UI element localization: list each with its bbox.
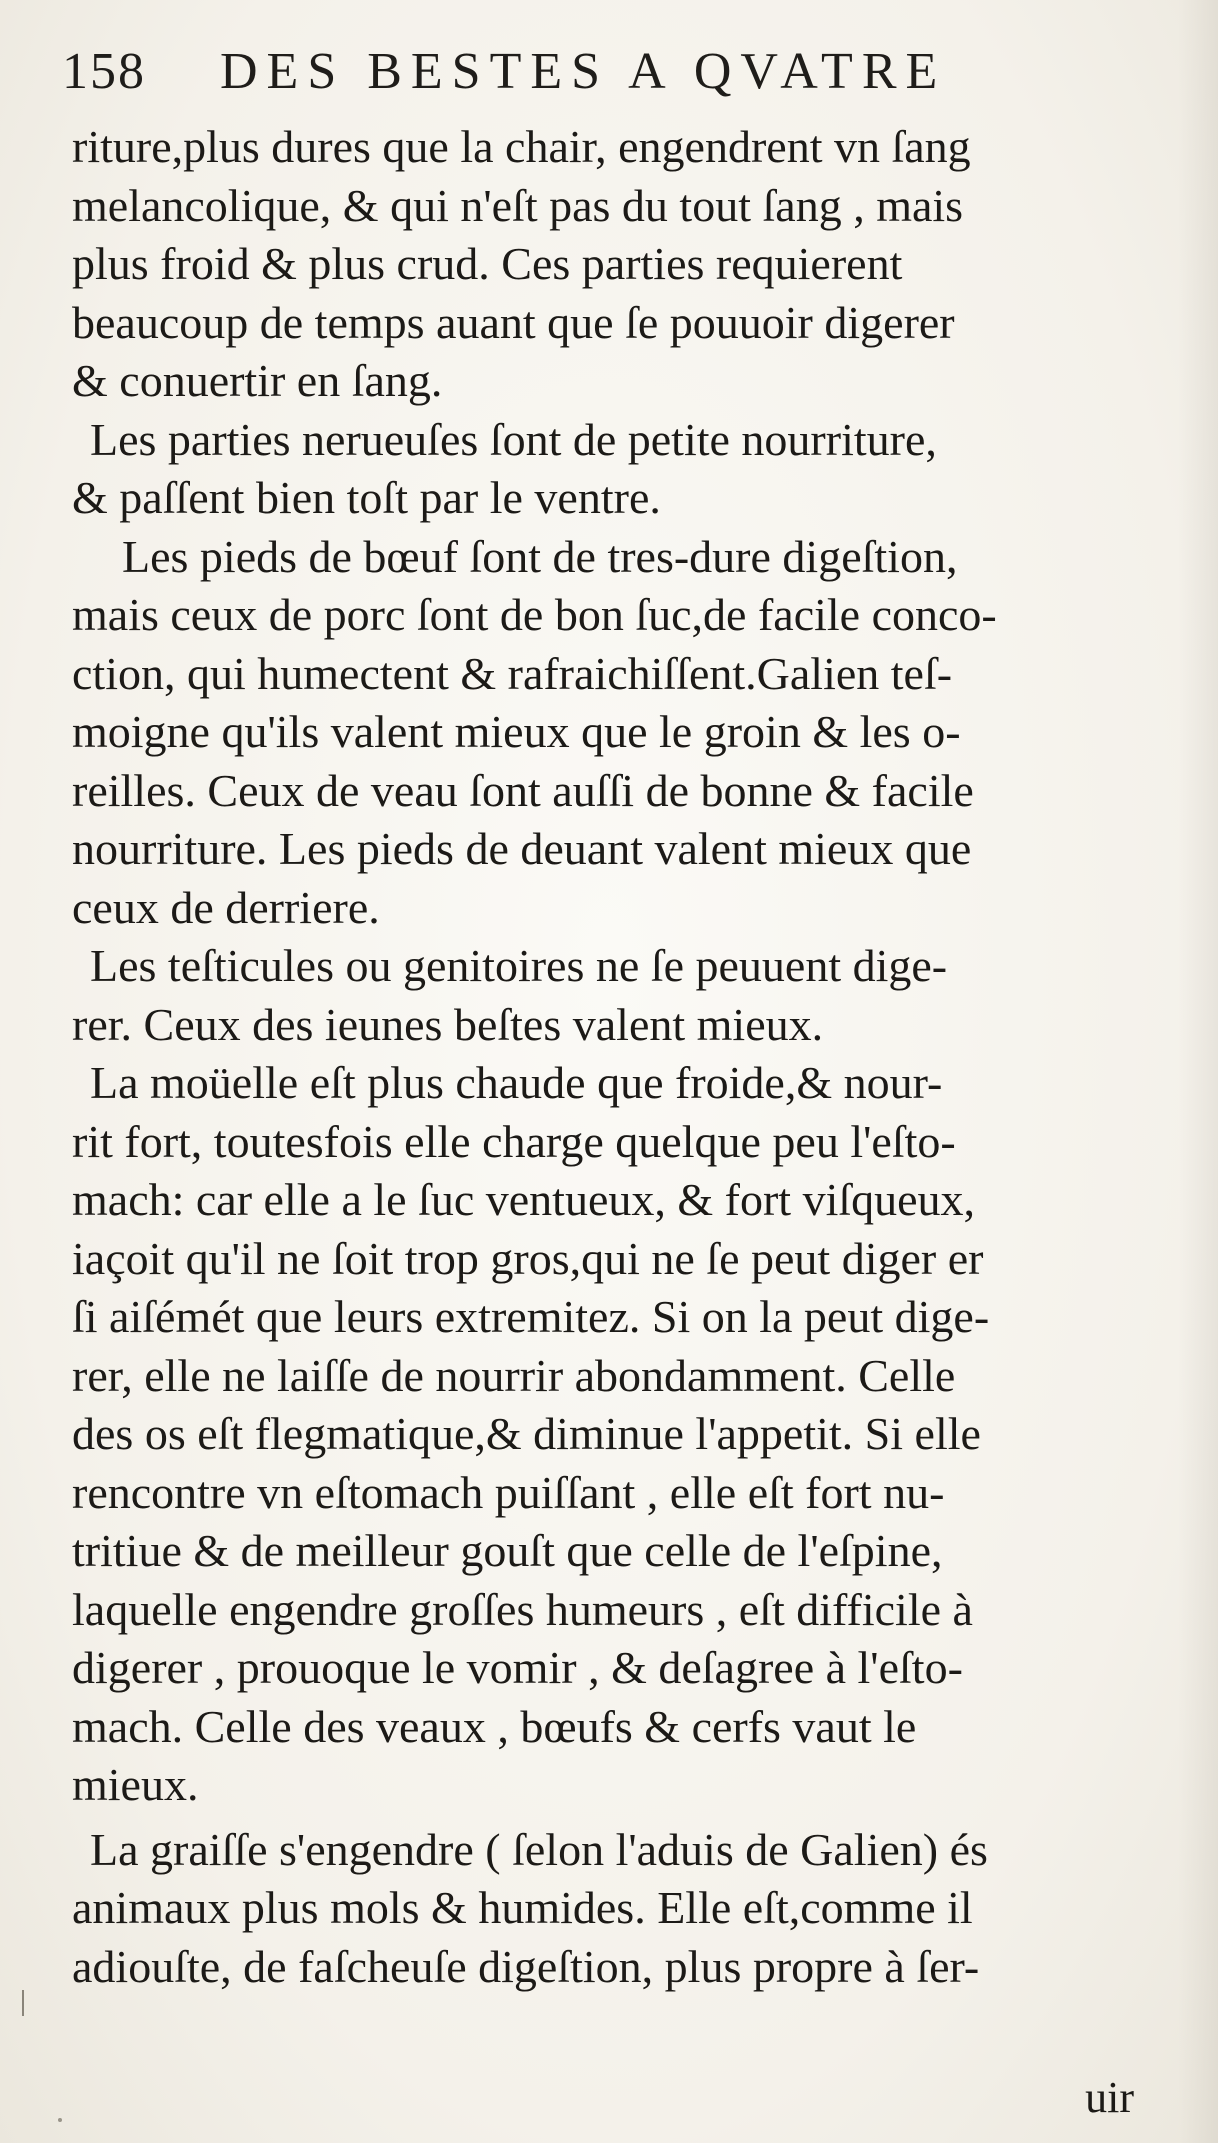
paragraph-start-line: La graiſſe s'engendre ( ſelon l'aduis de Galien) és [90,1823,988,1875]
margin-mark [22,1990,24,2016]
text-line: mais ceux de porc ſont de bon ſuc,de facile conco- [72,589,997,640]
page-edge-shadow [1178,0,1218,2143]
text-line: & paſſent bien toſt par le ventre. [72,472,661,523]
text-line: mieux. [72,1759,199,1810]
text-line: rer. Ceux des ieunes beſtes valent mieux. [72,998,824,1050]
text-line: melancolique, & qui n'eſt pas du tout ſang , mais [72,179,964,231]
body-text [72,118,1132,1996]
text-line: animaux plus mols & humides. Elle eſt,comme il [72,1882,973,1933]
catchword: uir [1085,2073,1134,2122]
text-line: plus froid & plus crud. Ces parties requierent [72,238,903,289]
text-line: beaucoup de temps auant que ſe pouuoir digerer [72,296,955,348]
text-line: moigne qu'ils valent mieux que le groin & les o- [72,706,961,757]
text-line: & conuertir en ſang. [72,355,443,406]
text-line: rer, elle ne laiſſe de nourrir abondamment. Celle [72,1349,956,1401]
text-line: riture,plus dures que la chair, engendrent vn ſang [72,121,971,172]
text-line: iaçoit qu'il ne ſoit trop gros,qui ne ſe peut diger er [72,1232,984,1284]
paragraph-start-line: La moüelle eſt plus chaude que froide,& nour- [90,1057,943,1108]
text-line: ſi aiſémét que leurs extremitez. Si on la peut dige- [72,1291,990,1342]
paragraph-start-line: Les pieds de bœuf ſont de tres-dure digeſtion, [122,530,958,582]
paragraph-start-line: Les parties nerueuſes ſont de petite nourriture, [90,413,937,465]
margin-dot [58,2118,62,2122]
text-line: des os eſt flegmatique,& diminue l'appetit. Si elle [72,1408,981,1459]
text-line: digerer , prouoque le vomir , & deſagree à l'eſto- [72,1642,963,1693]
text-line: rencontre vn eſtomach puiſſant , elle eſt fort nu- [72,1466,945,1518]
page-number: 158 [62,43,146,100]
text-line: ction, qui humectent & rafraichiſſent.Galien teſ- [72,647,953,699]
text-line: mach: car elle a le ſuc ventueux, & fort viſqueux, [72,1174,976,1225]
text-line: reilles. Ceux de veau ſont auſſi de bonne & facile [72,764,974,816]
text-line: laquelle engendre groſſes humeurs , eſt difficile à [72,1583,973,1635]
text-line: adiouſte, de faſcheuſe digeſtion, plus propre à ſer- [72,1940,980,1992]
text-line: mach. Celle des veaux , bœufs & cerfs vaut le [72,1700,917,1752]
running-head: DES BESTES A QVATRE [220,43,947,100]
page-header [62,38,1162,108]
text-line: nourriture. Les pieds de deuant valent mieux que [72,823,972,874]
text-line: ceux de derriere. [72,881,380,933]
text-line: tritiue & de meilleur gouſt que celle de l'eſpine, [72,1525,943,1576]
text-line: rit fort, toutesfois elle charge quelque peu l'eſto- [72,1115,956,1167]
paragraph-start-line: Les teſticules ou genitoires ne ſe peuuent dige- [90,940,948,991]
